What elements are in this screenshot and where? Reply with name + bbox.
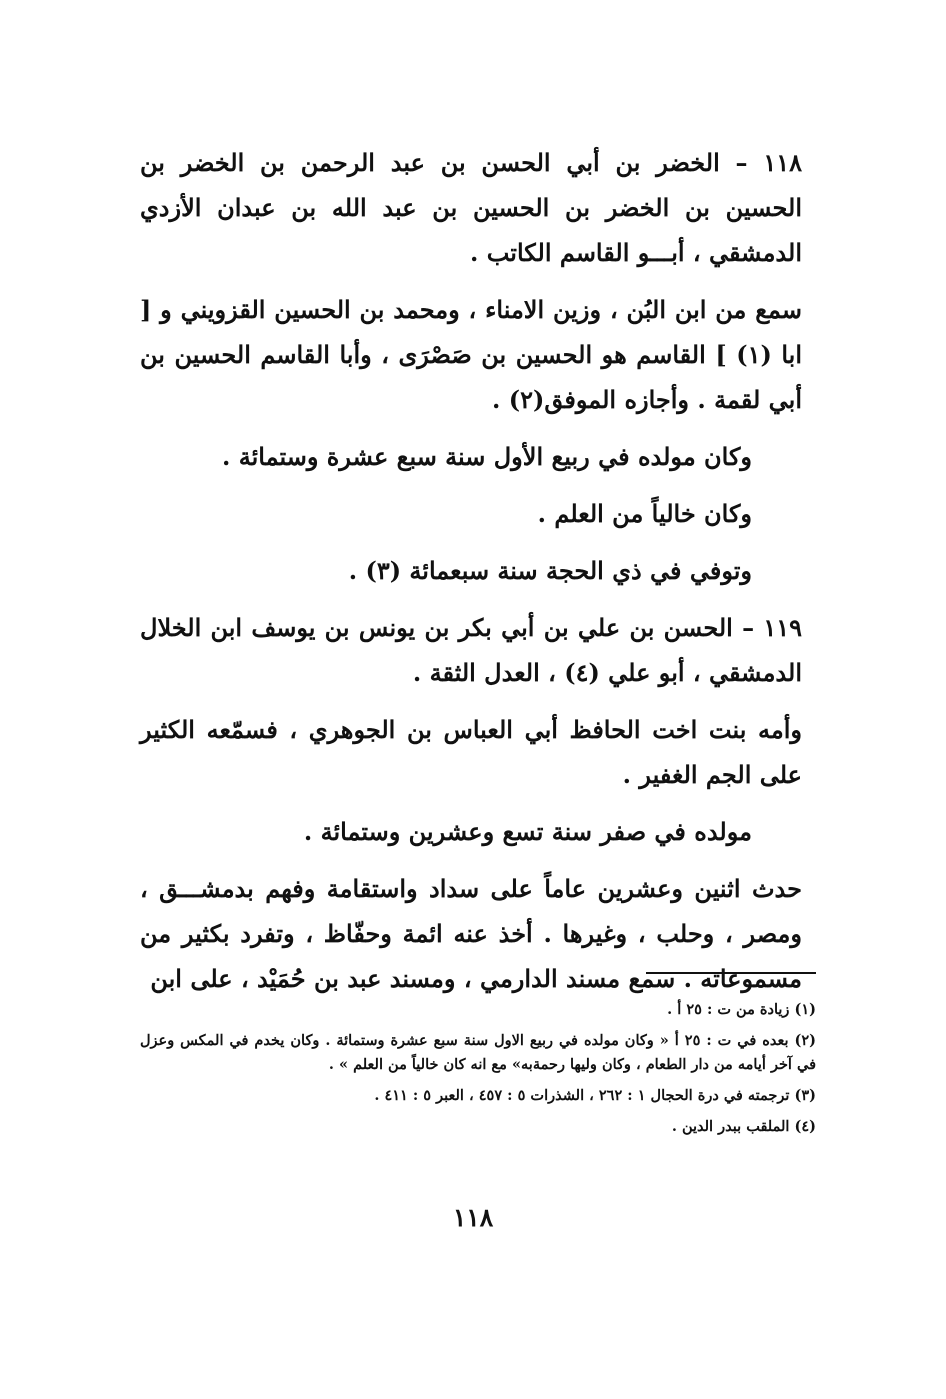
- entry-heading: ١١٨ – الخضر بن أبي الحسن بن عبد الرحمن بن الخضر بن الحسين بن الخضر بن الحسين بن عبد الله بن عبدان الأزدي الدمشقي ، أبـــو القاسم الكاتب .: [140, 148, 802, 267]
- paragraph: حدث اثنين وعشرين عاماً على سداد واستقامة وفهم بدمشـــق ، ومصر ، وحلب ، وغيرها . أخذ عنه ائمة وحفّاظ ، وتفرد بكثير من مسموعاته . سمع مسند الدارمي ، ومسند عبد بن حُمَيْد ، على ابن: [140, 874, 802, 993]
- paragraph: وكان خالياً من العلم .: [537, 499, 752, 528]
- paragraph: مولده في صفر سنة تسع وعشرين وستمائة .: [303, 817, 752, 846]
- footnote: (٢) بعده في ت : ٢٥ أ « وكان مولده في ربيع الاول سنة سبع عشرة وستمائة . وكان يخدم في المكس وعزل في آخر أيامه من دار الطعام ، وكان وليها رحمةبه» مع انه كان خالياً من العلم » .: [140, 1032, 816, 1073]
- entry-heading: ١١٩ – الحسن بن علي بن أبي بكر بن يونس بن يوسف ابن الخلال الدمشقي ، أبو علي (٤) ، العدل الثقة .: [140, 613, 802, 687]
- main-text: [140, 140, 802, 1013]
- paragraph: وكان مولده في ربيع الأول سنة سبع عشرة وستمائة .: [222, 442, 752, 471]
- footnote: (٣) ترجمته في درة الحجال ١ : ٢٦٢ ، الشذرات ٥ : ٤٥٧ ، العبر ٥ : ٤١١ .: [374, 1087, 816, 1104]
- footnote-divider: [646, 972, 816, 974]
- paragraph: وتوفي في ذي الحجة سنة سبعمائة (٣) .: [348, 556, 752, 585]
- paragraph: سمع من ابن البُن ، وزين الامناء ، ومحمد بن الحسين القزويني و [ ابا (١) ] القاسم هو الحسين بن صَصْرَى ، وأبا القاسم الحسين بن أبي لقمة . وأجازه الموفق(٢) .: [140, 295, 803, 414]
- footnote: (١) زيادة من ت : ٢٥ أ .: [667, 1001, 816, 1018]
- footnotes: [140, 998, 816, 1146]
- entry-118: [140, 140, 802, 593]
- entry-119: [140, 605, 802, 1001]
- paragraph: وأمه بنت اخت الحافظ أبي العباس بن الجوهري ، فسمّعه الكثير على الجم الغفير .: [140, 715, 802, 789]
- page-number: ١١٨: [452, 1203, 494, 1232]
- footnote: (٤) الملقب ببدر الدين .: [671, 1118, 816, 1135]
